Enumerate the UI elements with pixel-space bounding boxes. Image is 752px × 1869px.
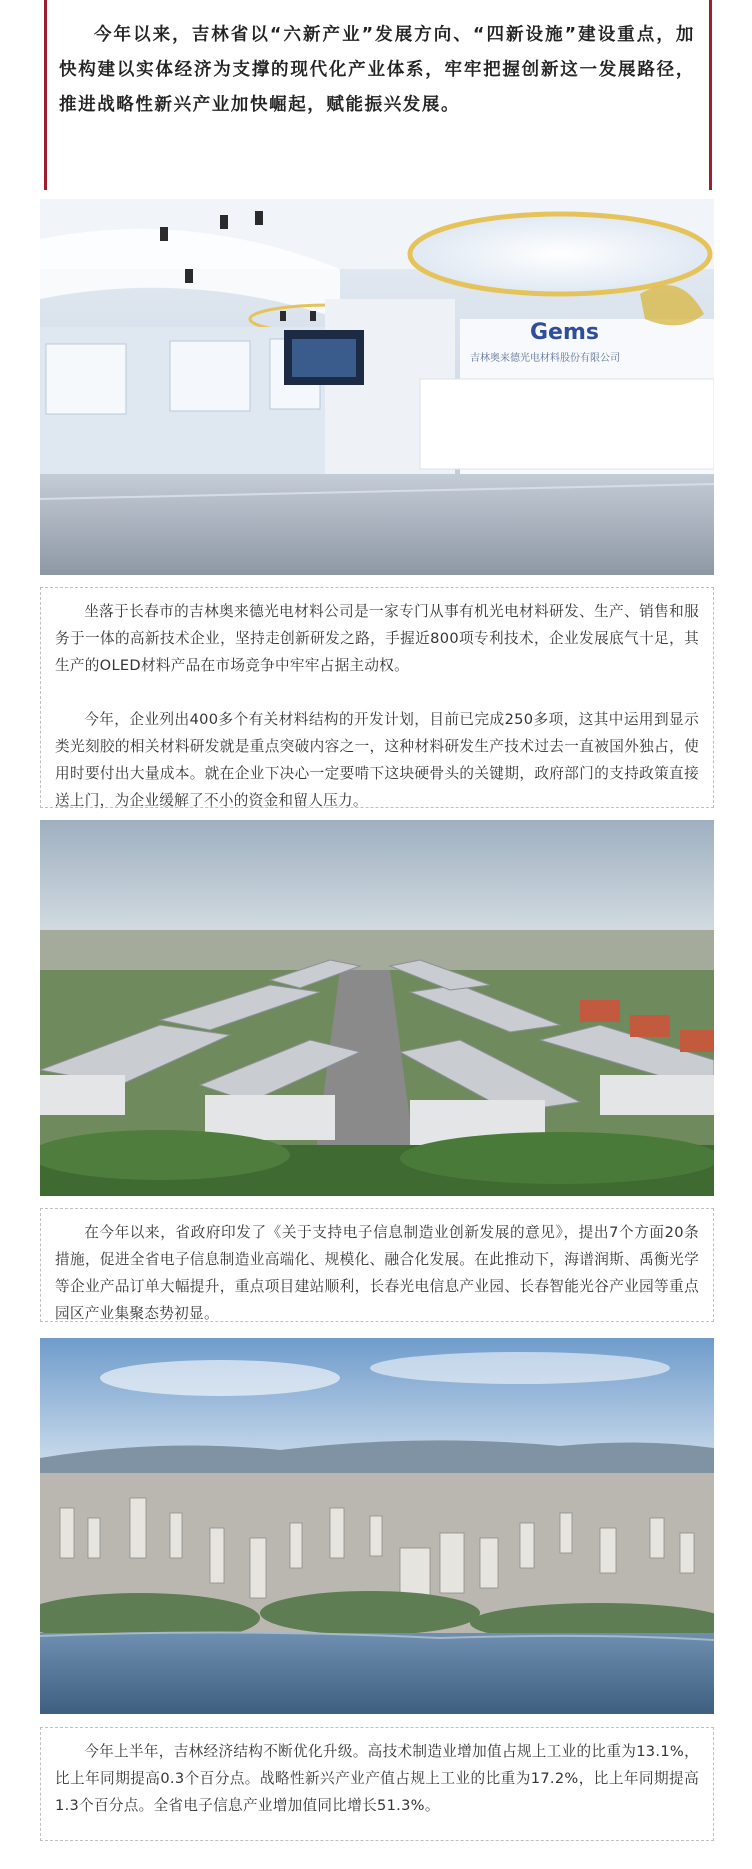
caption-box-1	[40, 587, 714, 808]
caption-box-2	[40, 1208, 714, 1322]
caption-box-3	[40, 1727, 714, 1841]
industrial-park-photo	[40, 820, 714, 1196]
intro-text: 今年以来，吉林省以“六新产业”发展方向、“四新设施”建设重点，加快构建以实体经济为支撑的现代化产业体系，牢牢把握创新这一发展路径，推进战略性新兴产业加快崛起，赋能振兴发展。	[59, 25, 695, 115]
logo-text: Gems	[530, 320, 599, 345]
caption-3-paragraph-1: 今年上半年，吉林经济结构不断优化升级。高技术制造业增加值占规上工业的比重为13.1%，比上年同期提高0.3个百分点。战略性新兴产业产值占规上工业的比重为17.2%，比上年同期提高1.3个百分点。全省电子信息产业增加值同比增长51.3%。	[55, 1743, 699, 1814]
city-aerial-photo	[40, 1338, 714, 1714]
caption-1-paragraph-2: 今年，企业列出400多个有关材料结构的开发计划，目前已完成250多项，这其中运用到显示类光刻胶的相关材料研发就是重点突破内容之一，这种材料研发生产技术过去一直被国外独占，使用时要付出大量成本。就在企业下决心一定要啃下这块硬骨头的关键期，政府部门的支持政策直接送上门，为企业缓解了不小的资金和留人压力。	[55, 711, 699, 809]
caption-1-paragraph-1: 坐落于长春市的吉林奥来德光电材料公司是一家专门从事有机光电材料研发、生产、销售和服务于一体的高新技术企业，坚持走创新研发之路，手握近800项专利技术，企业发展底气十足，其生产的OLED材料产品在市场竞争中牢牢占据主动权。	[55, 603, 699, 674]
intro-block	[44, 0, 712, 190]
sign-text: 吉林奥来德光电材料股份有限公司	[470, 353, 620, 364]
caption-2-paragraph-1: 在今年以来，省政府印发了《关于支持电子信息制造业创新发展的意见》，提出7个方面20条措施，促进全省电子信息制造业高端化、规模化、融合化发展。在此推动下，海谱润斯、禹衡光学等企业产品订单大幅提升，重点项目建站顺利，长春光电信息产业园、长春智能光谷产业园等重点园区产业集聚态势初显。	[55, 1224, 699, 1322]
showroom-photo	[40, 199, 714, 575]
